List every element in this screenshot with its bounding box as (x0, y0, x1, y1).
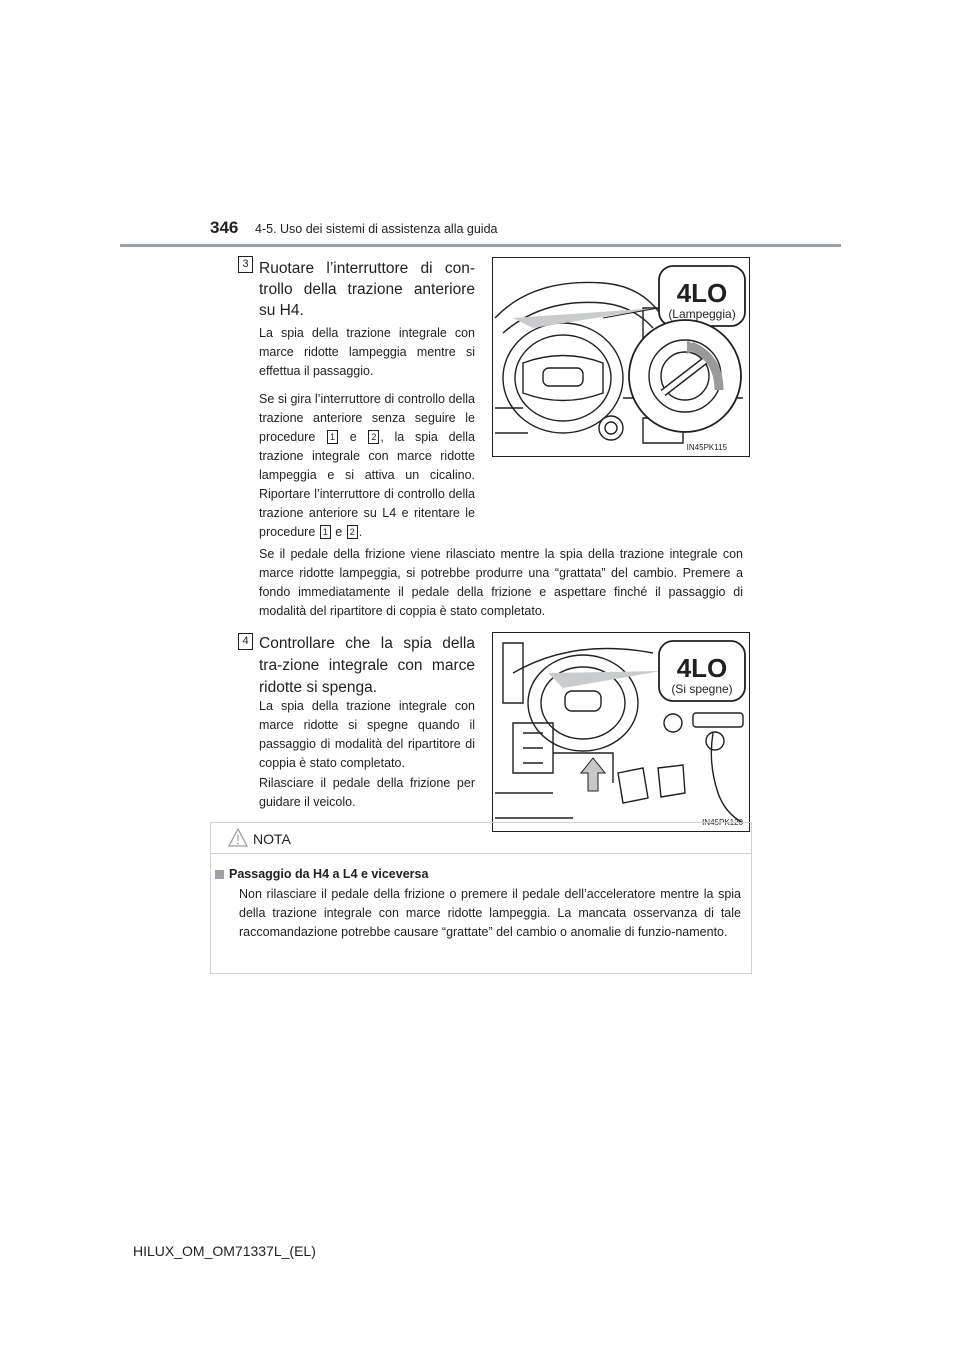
step4-heading: Controllare che la spia della tra-zione integrale con marce ridotte si spenga. (259, 635, 475, 696)
illustration-code-1: IN45PK115 (686, 443, 727, 452)
indicator-4lo-1: 4LO (676, 278, 728, 308)
section-title: 4-5. Uso dei sistemi di assistenza alla guida (255, 222, 498, 236)
ref-step-1b: 1 (320, 525, 331, 539)
step3-para2-text-a: Se si gira l’interruttore di controllo della trazione anteriore senza seguire le procedure (259, 392, 475, 444)
step3-para2 (259, 390, 475, 542)
step-number-4: 4 (238, 633, 253, 650)
indicator-4lo-2: 4LO (676, 653, 728, 683)
press-arrow-icon (581, 758, 605, 791)
ref-step-1: 1 (327, 430, 338, 444)
page-number: 346 (210, 218, 239, 237)
note-title: NOTA (253, 831, 291, 847)
dashboard-pedal-drawing (493, 633, 749, 831)
indicator-caption-2: (Si spegne) (671, 682, 733, 696)
warning-icon (228, 828, 248, 847)
step-number-3: 3 (238, 256, 253, 273)
indicator-caption-1: (Lampeggia) (668, 307, 736, 321)
note-subtitle: Passaggio da H4 a L4 e viceversa (229, 867, 429, 881)
ref-step-2b: 2 (347, 525, 358, 539)
dashboard-switch-drawing (493, 258, 749, 456)
step3-para3: Se il pedale della frizione viene rilasciato mentre la spia della trazione integrale con marce ridotte lampeggia, si potrebbe produrre una “grattata” del cambio. Premere a fondo immediatamente il pedale della frizione e aspettare finché il passaggio di modalità del ripartitore di coppia è stato completato. (259, 547, 743, 618)
step3-para2-text-e: . (358, 525, 363, 539)
step3-para2-text-d: e (335, 525, 343, 539)
note-header (211, 823, 751, 854)
step3-para1: La spia della trazione integrale con marce ridotte lampeggia mentre si effettua il passaggio. (259, 326, 475, 378)
illustration-4lo-off (492, 632, 750, 832)
step4-para1: La spia della trazione integrale con marce ridotte si spegne quando il passaggio di modalità del ripartitore di coppia è stato completato. (259, 699, 475, 770)
doc-code: HILUX_OM_OM71337L_(EL) (133, 1243, 316, 1259)
step3-para2-text-b: e (349, 430, 357, 444)
note-box (210, 822, 752, 974)
illustration-4lo-blinking (492, 257, 750, 457)
square-bullet-icon (215, 870, 224, 879)
step3-para2-text-c: , la spia della trazione integrale con marce ridotte lampeggia e si attiva un cicalino. Riportare l’interruttore di controllo della trazione anteriore su L4 e ritentare le procedure (259, 430, 475, 539)
header-rule (120, 244, 841, 247)
ref-step-2: 2 (368, 430, 379, 444)
step4-para2: Rilasciare il pedale della frizione per guidare il veicolo. (259, 776, 475, 809)
illustration-code-2: IN45PK120 (702, 818, 743, 827)
note-body: Non rilasciare il pedale della frizione o premere il pedale dell’acceleratore mentre la spia della trazione integrale con marce ridotte lampeggia. La mancata osservanza di tale raccomandazione potrebbe causare “grattate” del cambio o anomalie di funzio-namento. (239, 887, 741, 939)
step3-heading: Ruotare l’interruttore di con-trollo della trazione anteriore su H4. (259, 260, 475, 319)
